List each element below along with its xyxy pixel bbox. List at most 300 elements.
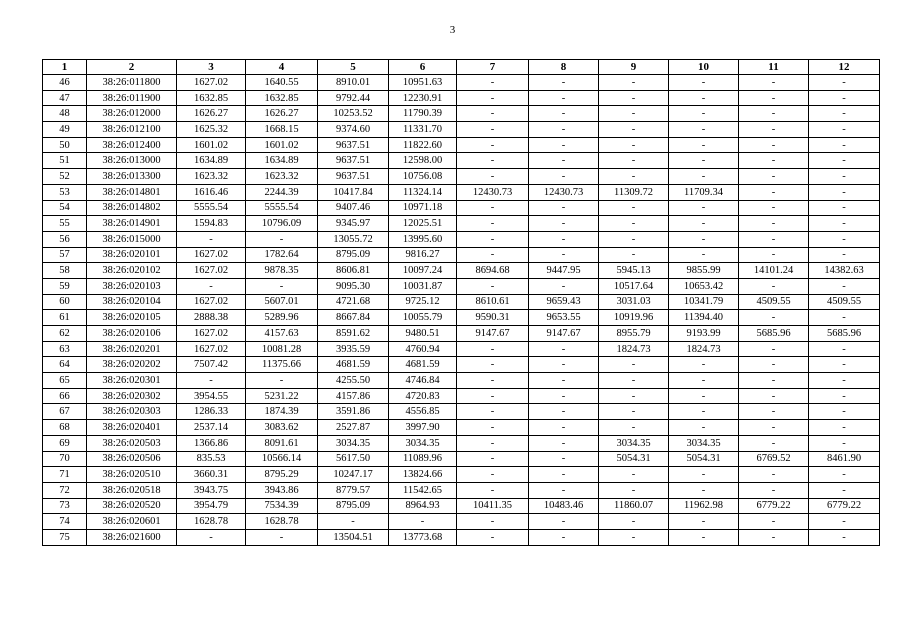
table-cell: 2527.87 xyxy=(318,420,389,436)
table-cell: - xyxy=(809,169,880,185)
table-cell: - xyxy=(599,529,669,545)
table-cell: 5555.54 xyxy=(177,200,246,216)
column-header: 5 xyxy=(318,60,389,75)
table-cell: 1634.89 xyxy=(177,153,246,169)
table-cell: 1782.64 xyxy=(246,247,318,263)
table-row xyxy=(43,357,880,373)
table-cell: 72 xyxy=(43,482,87,498)
table-cell: 1626.27 xyxy=(246,106,318,122)
table-cell: 51 xyxy=(43,153,87,169)
column-header: 1 xyxy=(43,60,87,75)
table-cell: 1601.02 xyxy=(177,137,246,153)
table-cell: 10566.14 xyxy=(246,451,318,467)
table-cell: - xyxy=(739,231,809,247)
table-cell: 38:26:011900 xyxy=(87,90,177,106)
table-cell: - xyxy=(809,404,880,420)
table-cell: 14101.24 xyxy=(739,263,809,279)
table-cell: - xyxy=(599,153,669,169)
table-cell: 38:26:011800 xyxy=(87,75,177,91)
table-cell: - xyxy=(529,90,599,106)
table-cell: 38:26:020106 xyxy=(87,326,177,342)
table-cell: 1601.02 xyxy=(246,137,318,153)
table-cell: - xyxy=(739,341,809,357)
table-cell: 69 xyxy=(43,435,87,451)
column-header: 12 xyxy=(809,60,880,75)
table-cell: 1627.02 xyxy=(177,75,246,91)
table-cell: 7534.39 xyxy=(246,498,318,514)
table-cell: - xyxy=(739,137,809,153)
table-cell: 61 xyxy=(43,310,87,326)
table-cell: 11962.98 xyxy=(669,498,739,514)
table-cell: - xyxy=(669,153,739,169)
table-cell: 1616.46 xyxy=(177,184,246,200)
table-cell: 8795.09 xyxy=(318,247,389,263)
table-cell: - xyxy=(669,122,739,138)
table-row xyxy=(43,75,880,91)
table-cell: 9725.12 xyxy=(389,294,457,310)
table-cell: - xyxy=(599,247,669,263)
table-cell: - xyxy=(809,482,880,498)
data-table xyxy=(42,59,880,546)
table-cell: 53 xyxy=(43,184,87,200)
table-cell: 13504.51 xyxy=(318,529,389,545)
table-cell: - xyxy=(809,90,880,106)
table-cell: 54 xyxy=(43,200,87,216)
table-cell: 11331.70 xyxy=(389,122,457,138)
table-cell: 14382.63 xyxy=(809,263,880,279)
table-cell: 3954.79 xyxy=(177,498,246,514)
table-cell: 9653.55 xyxy=(529,310,599,326)
table-cell: 5607.01 xyxy=(246,294,318,310)
table-cell: - xyxy=(739,90,809,106)
table-cell: 11860.07 xyxy=(599,498,669,514)
table-cell: - xyxy=(177,373,246,389)
table-cell: - xyxy=(739,184,809,200)
table-body xyxy=(43,75,880,546)
table-cell: - xyxy=(529,404,599,420)
table-cell: - xyxy=(177,529,246,545)
table-cell: 10055.79 xyxy=(389,310,457,326)
table-cell: 12025.51 xyxy=(389,216,457,232)
table-cell: - xyxy=(739,435,809,451)
table-cell: - xyxy=(457,373,529,389)
table-cell: 9792.44 xyxy=(318,90,389,106)
table-cell: - xyxy=(739,75,809,91)
table-cell: 8795.09 xyxy=(318,498,389,514)
table-cell: 11089.96 xyxy=(389,451,457,467)
table-cell: 71 xyxy=(43,467,87,483)
table-cell: 5231.22 xyxy=(246,388,318,404)
table-cell: - xyxy=(457,75,529,91)
table-cell: - xyxy=(739,514,809,530)
table-cell: 10951.63 xyxy=(389,75,457,91)
table-cell: - xyxy=(389,514,457,530)
table-cell: 38:26:014801 xyxy=(87,184,177,200)
table-cell: 8964.93 xyxy=(389,498,457,514)
table-cell: - xyxy=(529,388,599,404)
table-row xyxy=(43,326,880,342)
table-cell: 10253.52 xyxy=(318,106,389,122)
table-cell: - xyxy=(669,200,739,216)
table-cell: 11375.66 xyxy=(246,357,318,373)
table-cell: 10653.42 xyxy=(669,278,739,294)
table-cell: 8461.90 xyxy=(809,451,880,467)
table-cell: 4720.83 xyxy=(389,388,457,404)
table-cell: - xyxy=(739,310,809,326)
table-cell: - xyxy=(809,247,880,263)
table-cell: - xyxy=(529,231,599,247)
table-cell: 10341.79 xyxy=(669,294,739,310)
table-cell: 58 xyxy=(43,263,87,279)
table-header-row xyxy=(43,60,880,75)
table-cell: 5685.96 xyxy=(809,326,880,342)
table-cell: 38:26:020503 xyxy=(87,435,177,451)
table-cell: - xyxy=(599,106,669,122)
table-row xyxy=(43,137,880,153)
table-cell: 2244.39 xyxy=(246,184,318,200)
table-cell: 10031.87 xyxy=(389,278,457,294)
table-cell: 1874.39 xyxy=(246,404,318,420)
table-cell: 4721.68 xyxy=(318,294,389,310)
table-cell: - xyxy=(529,482,599,498)
table-cell: 12230.91 xyxy=(389,90,457,106)
table-cell: 38:26:015000 xyxy=(87,231,177,247)
table-cell: 3954.55 xyxy=(177,388,246,404)
table-cell: - xyxy=(599,169,669,185)
table-cell: 4255.50 xyxy=(318,373,389,389)
table-cell: 9855.99 xyxy=(669,263,739,279)
table-cell: - xyxy=(529,200,599,216)
table-cell: - xyxy=(529,451,599,467)
table-cell: 11324.14 xyxy=(389,184,457,200)
table-cell: 38:26:014802 xyxy=(87,200,177,216)
table-cell: 10919.96 xyxy=(599,310,669,326)
table-cell: - xyxy=(739,420,809,436)
table-cell: 3943.86 xyxy=(246,482,318,498)
table-cell: 38:26:020303 xyxy=(87,404,177,420)
table-cell: 8610.61 xyxy=(457,294,529,310)
table-cell: - xyxy=(457,278,529,294)
table-cell: 55 xyxy=(43,216,87,232)
table-cell: 9480.51 xyxy=(389,326,457,342)
table-cell: 60 xyxy=(43,294,87,310)
table-cell: 38:26:020104 xyxy=(87,294,177,310)
table-cell: 47 xyxy=(43,90,87,106)
table-cell: - xyxy=(739,373,809,389)
table-cell: - xyxy=(809,216,880,232)
table-cell: 11822.60 xyxy=(389,137,457,153)
table-cell: 10971.18 xyxy=(389,200,457,216)
table-cell: - xyxy=(457,231,529,247)
table-cell: 10796.09 xyxy=(246,216,318,232)
table-cell: 13995.60 xyxy=(389,231,457,247)
table-cell: - xyxy=(599,404,669,420)
table-cell: - xyxy=(457,451,529,467)
table-cell: - xyxy=(529,278,599,294)
table-row xyxy=(43,373,880,389)
table-cell: 1824.73 xyxy=(669,341,739,357)
table-cell: - xyxy=(457,153,529,169)
table-cell: - xyxy=(809,514,880,530)
table-cell: 8591.62 xyxy=(318,326,389,342)
table-cell: 5289.96 xyxy=(246,310,318,326)
table-cell: 50 xyxy=(43,137,87,153)
table-row xyxy=(43,404,880,420)
table-cell: - xyxy=(809,373,880,389)
table-cell: 4556.85 xyxy=(389,404,457,420)
table-cell: - xyxy=(177,278,246,294)
table-row xyxy=(43,420,880,436)
table-cell: 9407.46 xyxy=(318,200,389,216)
table-cell: 62 xyxy=(43,326,87,342)
table-cell: - xyxy=(599,90,669,106)
table-cell: 4157.63 xyxy=(246,326,318,342)
table-cell: 9590.31 xyxy=(457,310,529,326)
table-row xyxy=(43,153,880,169)
table-cell: 9659.43 xyxy=(529,294,599,310)
table-cell: 3034.35 xyxy=(389,435,457,451)
table-cell: 1627.02 xyxy=(177,294,246,310)
table-cell: - xyxy=(457,467,529,483)
table-cell: - xyxy=(809,278,880,294)
table-cell: 38:26:014901 xyxy=(87,216,177,232)
table-cell: - xyxy=(529,529,599,545)
table-cell: 11309.72 xyxy=(599,184,669,200)
table-row xyxy=(43,388,880,404)
table-cell: 9637.51 xyxy=(318,137,389,153)
table-cell: - xyxy=(739,278,809,294)
table-cell: 9878.35 xyxy=(246,263,318,279)
table-cell: - xyxy=(739,247,809,263)
table-cell: 13055.72 xyxy=(318,231,389,247)
table-row xyxy=(43,263,880,279)
table-cell: - xyxy=(739,200,809,216)
table-cell: 5945.13 xyxy=(599,263,669,279)
column-header: 2 xyxy=(87,60,177,75)
table-cell: - xyxy=(739,357,809,373)
table-cell: - xyxy=(809,153,880,169)
table-cell: 1634.89 xyxy=(246,153,318,169)
table-cell: 8091.61 xyxy=(246,435,318,451)
table-cell: 11394.40 xyxy=(669,310,739,326)
table-cell: - xyxy=(669,106,739,122)
table-cell: 12430.73 xyxy=(529,184,599,200)
table-cell: - xyxy=(809,420,880,436)
table-cell: 5685.96 xyxy=(739,326,809,342)
table-cell: 70 xyxy=(43,451,87,467)
table-cell: 1668.15 xyxy=(246,122,318,138)
table-cell: 13773.68 xyxy=(389,529,457,545)
table-cell: 10483.46 xyxy=(529,498,599,514)
table-cell: - xyxy=(669,137,739,153)
table-cell: - xyxy=(529,106,599,122)
table-row xyxy=(43,278,880,294)
table-row xyxy=(43,451,880,467)
table-cell: 65 xyxy=(43,373,87,389)
table-cell: - xyxy=(529,153,599,169)
table-cell: - xyxy=(457,420,529,436)
table-cell: 9637.51 xyxy=(318,153,389,169)
table-cell: - xyxy=(529,75,599,91)
table-cell: 49 xyxy=(43,122,87,138)
table-cell: - xyxy=(457,122,529,138)
table-cell: 6769.52 xyxy=(739,451,809,467)
column-header: 7 xyxy=(457,60,529,75)
table-cell: - xyxy=(669,216,739,232)
table-cell: - xyxy=(669,90,739,106)
table-cell: - xyxy=(809,467,880,483)
table-cell: - xyxy=(809,184,880,200)
table-cell: 38:26:020102 xyxy=(87,263,177,279)
table-cell: - xyxy=(457,514,529,530)
table-cell: - xyxy=(669,169,739,185)
table-cell: - xyxy=(599,482,669,498)
table-row xyxy=(43,90,880,106)
table-cell: 64 xyxy=(43,357,87,373)
table-cell: - xyxy=(669,231,739,247)
table-cell: 9345.97 xyxy=(318,216,389,232)
table-cell: - xyxy=(739,467,809,483)
table-cell: 4157.86 xyxy=(318,388,389,404)
table-cell: 10756.08 xyxy=(389,169,457,185)
table-cell: - xyxy=(599,388,669,404)
table-cell: 3031.03 xyxy=(599,294,669,310)
table-cell: 9147.67 xyxy=(529,326,599,342)
table-cell: - xyxy=(246,529,318,545)
table-cell: 1632.85 xyxy=(177,90,246,106)
table-cell: 4509.55 xyxy=(739,294,809,310)
table-cell: 1286.33 xyxy=(177,404,246,420)
column-header: 11 xyxy=(739,60,809,75)
table-cell: 1625.32 xyxy=(177,122,246,138)
table-cell: 38:26:020301 xyxy=(87,373,177,389)
table-cell: - xyxy=(809,106,880,122)
table-cell: 38:26:020518 xyxy=(87,482,177,498)
table-cell: 10411.35 xyxy=(457,498,529,514)
table-cell: 68 xyxy=(43,420,87,436)
table-cell: 57 xyxy=(43,247,87,263)
table-cell: - xyxy=(739,106,809,122)
table-cell: - xyxy=(669,404,739,420)
table-cell: 10247.17 xyxy=(318,467,389,483)
column-header: 6 xyxy=(389,60,457,75)
table-cell: 1623.32 xyxy=(246,169,318,185)
table-cell: 11709.34 xyxy=(669,184,739,200)
table-cell: - xyxy=(669,357,739,373)
table-cell: - xyxy=(599,420,669,436)
table-row xyxy=(43,294,880,310)
table-row xyxy=(43,482,880,498)
table-cell: - xyxy=(177,231,246,247)
table-cell: 48 xyxy=(43,106,87,122)
table-cell: - xyxy=(457,169,529,185)
table-cell: - xyxy=(457,216,529,232)
table-cell: - xyxy=(457,388,529,404)
table-cell: 38:26:012100 xyxy=(87,122,177,138)
table-cell: - xyxy=(457,529,529,545)
table-cell: 8779.57 xyxy=(318,482,389,498)
table-cell: 9637.51 xyxy=(318,169,389,185)
table-cell: - xyxy=(529,216,599,232)
table-cell: - xyxy=(457,247,529,263)
table-row xyxy=(43,435,880,451)
table-cell: 11542.65 xyxy=(389,482,457,498)
table-cell: - xyxy=(599,231,669,247)
table-cell: - xyxy=(739,153,809,169)
table-cell: - xyxy=(739,216,809,232)
table-cell: - xyxy=(529,514,599,530)
table-row xyxy=(43,310,880,326)
table-cell: - xyxy=(739,388,809,404)
table-cell: - xyxy=(809,137,880,153)
table-cell: - xyxy=(809,435,880,451)
table-cell: - xyxy=(457,200,529,216)
table-cell: 3034.35 xyxy=(669,435,739,451)
table-cell: 9147.67 xyxy=(457,326,529,342)
table-cell: - xyxy=(457,357,529,373)
table-cell: - xyxy=(809,357,880,373)
table-cell: 1626.27 xyxy=(177,106,246,122)
table-cell: 38:26:013300 xyxy=(87,169,177,185)
table-cell: 38:26:020105 xyxy=(87,310,177,326)
table-cell: 38:26:021600 xyxy=(87,529,177,545)
table-cell: - xyxy=(669,514,739,530)
table-cell: 38:26:020401 xyxy=(87,420,177,436)
table-cell: - xyxy=(457,90,529,106)
table-cell: - xyxy=(739,482,809,498)
table-row xyxy=(43,106,880,122)
table-row xyxy=(43,247,880,263)
table-cell: - xyxy=(599,122,669,138)
table-cell: 38:26:020101 xyxy=(87,247,177,263)
table-cell: 1627.02 xyxy=(177,341,246,357)
table-cell: - xyxy=(529,420,599,436)
table-cell: 4681.59 xyxy=(318,357,389,373)
table-cell: 38:26:020510 xyxy=(87,467,177,483)
table-cell: 9447.95 xyxy=(529,263,599,279)
table-cell: 38:26:020103 xyxy=(87,278,177,294)
table-cell: - xyxy=(809,231,880,247)
table-cell: 5617.50 xyxy=(318,451,389,467)
table-cell: - xyxy=(457,341,529,357)
table-cell: - xyxy=(529,247,599,263)
table-cell: 10081.28 xyxy=(246,341,318,357)
table-cell: - xyxy=(599,137,669,153)
table-row xyxy=(43,122,880,138)
table-cell: 1627.02 xyxy=(177,263,246,279)
table-cell: 38:26:012400 xyxy=(87,137,177,153)
table-cell: 12430.73 xyxy=(457,184,529,200)
table-cell: 10517.64 xyxy=(599,278,669,294)
table-row xyxy=(43,529,880,545)
table-cell: 8606.81 xyxy=(318,263,389,279)
table-cell: 63 xyxy=(43,341,87,357)
table-cell: 9193.99 xyxy=(669,326,739,342)
table-cell: 11790.39 xyxy=(389,106,457,122)
table-cell: 9816.27 xyxy=(389,247,457,263)
table-cell: - xyxy=(529,373,599,389)
table-cell: 8795.29 xyxy=(246,467,318,483)
table-cell: - xyxy=(529,467,599,483)
table-cell: - xyxy=(457,435,529,451)
table-cell: 1594.83 xyxy=(177,216,246,232)
table-cell: 38:26:020506 xyxy=(87,451,177,467)
table-cell: 1627.02 xyxy=(177,247,246,263)
table-row xyxy=(43,231,880,247)
table-cell: - xyxy=(599,357,669,373)
table-cell: 1366.86 xyxy=(177,435,246,451)
table-row xyxy=(43,341,880,357)
